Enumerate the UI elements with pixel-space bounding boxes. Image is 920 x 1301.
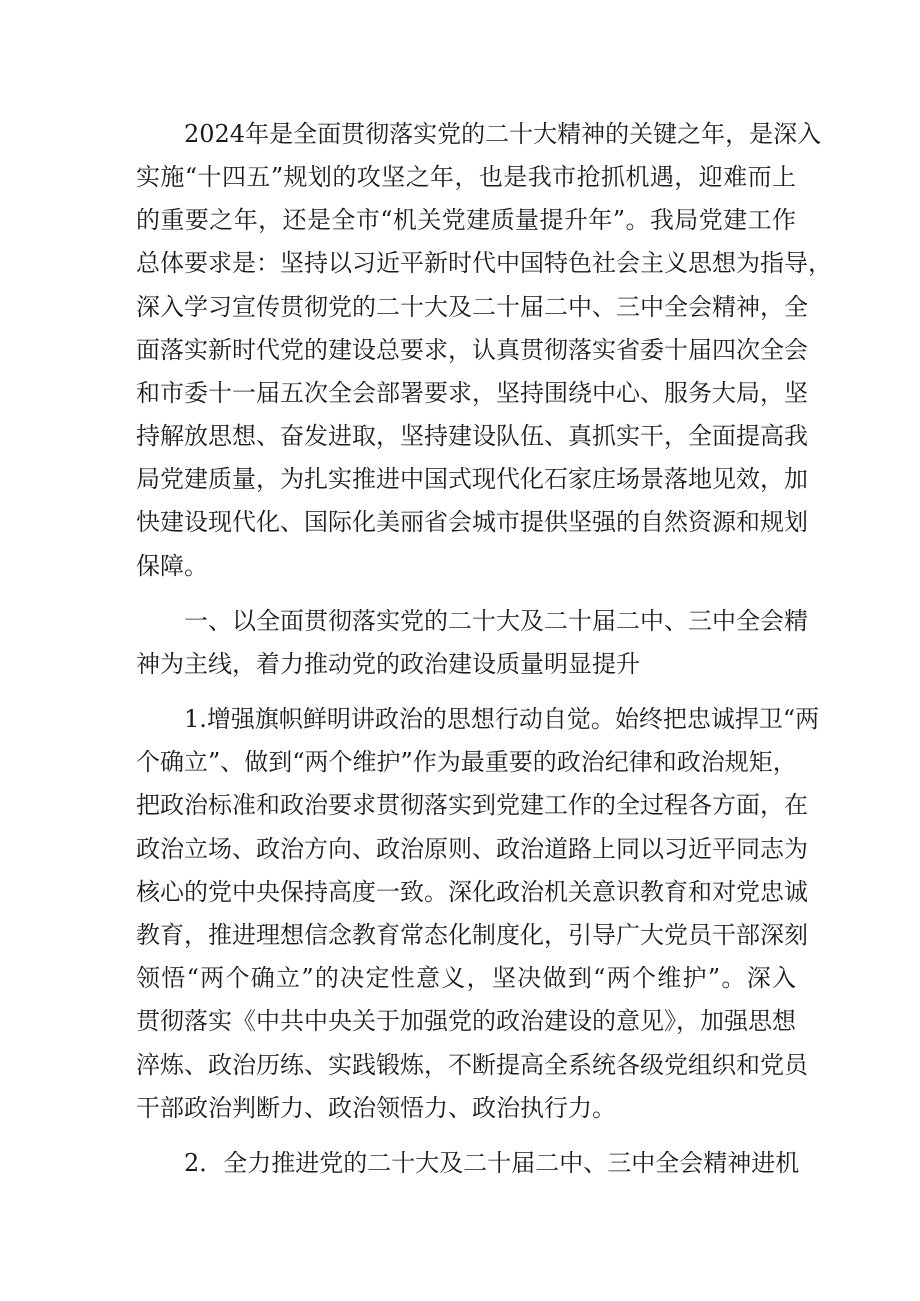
text-line: 领悟“两个确立”的决定性意义，坚决做到“两个维护”。深入 — [136, 964, 796, 992]
text-line: 2024年是全面贯彻落实党的二十大精神的关键之年，是深入 — [184, 120, 822, 148]
text-line: 教育，推进理想信念教育常态化制度化，引导广大党员干部深刻 — [136, 921, 808, 949]
section-heading-line: 神为主线，着力推动党的政治建设质量明显提升 — [136, 650, 640, 678]
section-heading-line: 一、以全面贯彻落实党的二十大及二十届二中、三中全会精 — [184, 607, 808, 635]
text-line: 贯彻落实《中共中央关于加强党的政治建设的意见》，加强思想 — [136, 1007, 796, 1035]
text-line: 政治立场、政治方向、政治原则、政治道路上同以习近平同志为 — [136, 835, 808, 863]
text-line: 面落实新时代党的建设总要求，认真贯彻落实省委十届四次全会 — [136, 336, 808, 364]
text-line: 核心的党中央保持高度一致。深化政治机关意识教育和对党忠诚 — [136, 878, 808, 906]
text-line: 持解放思想、奋发进取，坚持建设队伍、真抓实干，全面提高我 — [136, 422, 808, 450]
text-line: 深入学习宣传贯彻党的二十大及二十届二中、三中全会精神，全 — [136, 293, 808, 321]
text-line: 干部政治判断力、政治领悟力、政治执行力。 — [136, 1094, 616, 1122]
text-line: 把政治标准和政治要求贯彻落实到党建工作的全过程各方面，在 — [136, 791, 808, 819]
text-line: 2．全力推进党的二十大及二十届二中、三中全会精神进机 — [184, 1149, 800, 1177]
text-line: 淬炼、政治历练、实践锻炼，不断提高全系统各级党组织和党员 — [136, 1051, 808, 1079]
text-line: 快建设现代化、国际化美丽省会城市提供坚强的自然资源和规划 — [136, 508, 808, 536]
text-line: 的重要之年，还是全市“机关党建质量提升年”。我局党建工作 — [136, 206, 796, 234]
text-line: 和市委十一届五次全会部署要求，坚持围绕中心、服务大局，坚 — [136, 379, 808, 407]
text-line: 局党建质量，为扎实推进中国式现代化石家庄场景落地见效，加 — [136, 465, 808, 493]
text-line: 保障。 — [136, 552, 208, 580]
text-line: 总体要求是：坚持以习近平新时代中国特色社会主义思想为指导， — [136, 249, 832, 277]
text-line: 实施“十四五”规划的攻坚之年，也是我市抢抓机遇，迎难而上 — [136, 163, 796, 191]
text-line: 1.增强旗帜鲜明讲政治的思想行动自觉。始终把忠诚捍卫“两 — [184, 705, 820, 733]
text-line: 个确立”、做到“两个维护”作为最重要的政治纪律和政治规矩， — [136, 748, 797, 776]
